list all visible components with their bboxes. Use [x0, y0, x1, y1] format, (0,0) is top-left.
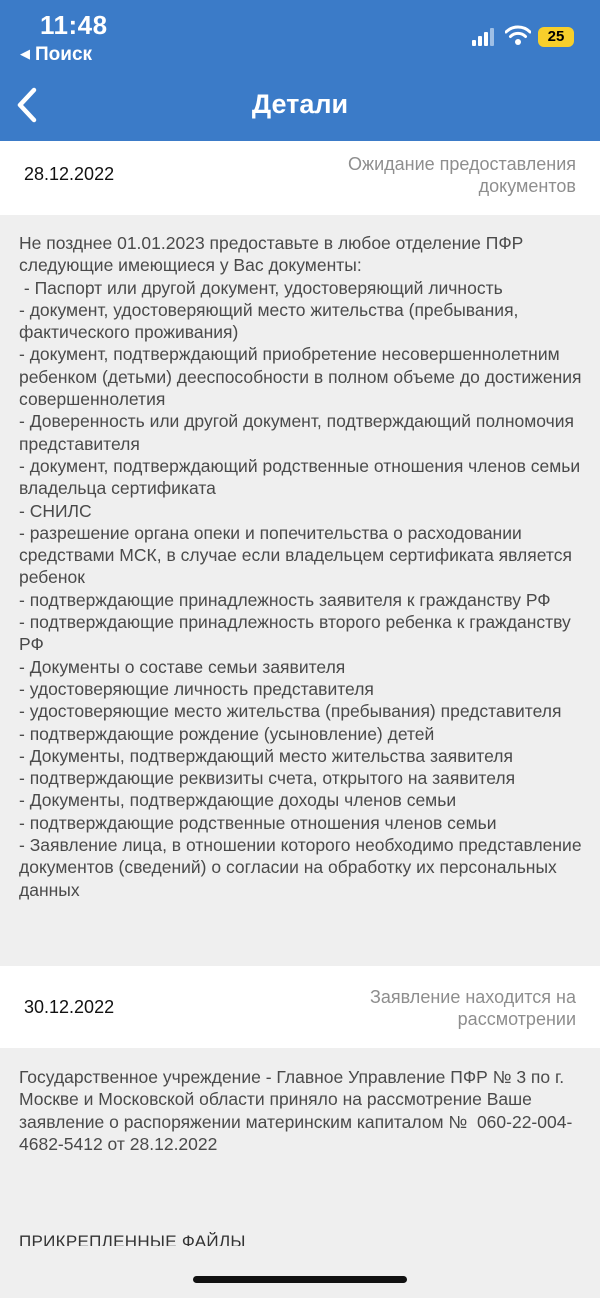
status-back-label: Поиск	[35, 44, 93, 65]
battery-icon: 25	[538, 27, 574, 47]
status-row	[0, 966, 600, 1048]
entry-text: Государственное учреждение - Главное Управление ПФР № 3 по г. Москве и Московской области приняло на рассмотрение Ваше заявление о распоряжении материнским капиталом № 060-22-004-4682-5412 от 28.12.2022	[19, 1067, 573, 1154]
status-text: Заявление находится на рассмотрении	[370, 987, 576, 1029]
status-text: Ожидание предоставления документов	[348, 154, 576, 196]
status-back-link[interactable]	[20, 44, 92, 66]
back-triangle-icon: ◀	[20, 46, 30, 61]
status-date: 28.12.2022	[24, 164, 115, 184]
page-title: Детали	[251, 89, 349, 119]
status-time: 11:48	[40, 10, 108, 40]
entry-text: Не позднее 01.01.2023 предоставьте в любое отделение ПФР следующие имеющиеся у Вас документы: - Паспорт или другой документ, удостоверяющий личность - документ, удостоверяющий место жительства (пребывания, фактического проживания) - документ, подтверждающий приобретение несовершеннолетним ребенком (детьми) дееспособности в полном объеме до достижения совершеннолетия - Доверенность или другой документ, подтверждающий полномочия представителя - документ, подтверждающий родственные отношения членов семьи владельца сертификата - СНИЛС - разрешение органа опеки и попечительства о расходовании средствами МСК, в случае если владельцем сертификата является ребенок - подтверждающие принадлежность заявителя к гражданству РФ - подтверждающие принадлежность второго ребенка к гражданству РФ - Документы о составе семьи заявителя - удостоверяющие личность представителя - удостоверяющие место жительства (пребывания) представителя - подтверждающие рождение (усыновление) детей - Документы, подтверждающий место жительства заявителя - подтверждающие реквизиты счета, открытого на заявителя - Документы, подтверждающие доходы членов семьи - подтверждающие родственные отношения членов семьи - Заявление лица, в отношении которого необходимо представление документов (сведений) о согласии на обработку их персональных данных	[19, 233, 582, 900]
cellular-signal-icon	[472, 28, 496, 46]
attachments-heading: ПРИКРЕПЛЕННЫЕ ФАЙЛЫ	[19, 1232, 246, 1246]
home-indicator	[193, 1276, 407, 1283]
header	[0, 0, 600, 141]
wifi-icon	[505, 24, 531, 46]
status-date-container	[0, 141, 600, 215]
status-date: 30.12.2022	[24, 997, 115, 1017]
